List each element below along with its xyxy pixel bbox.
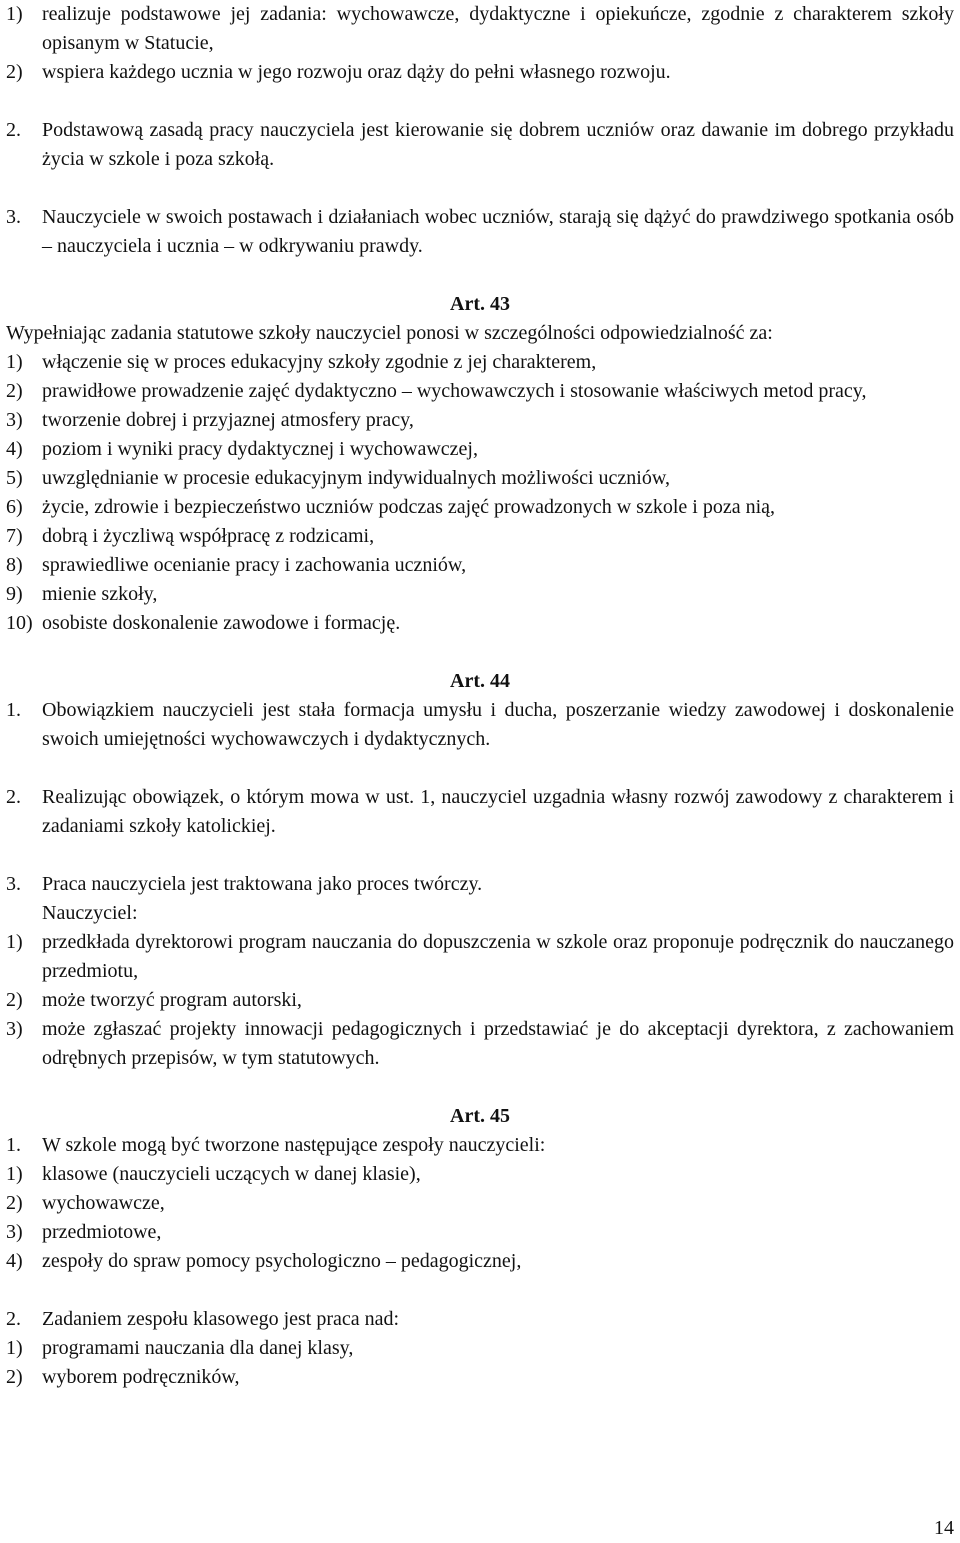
item-text: życie, zdrowie i bezpieczeństwo uczniów podczas zajęć prowadzonych w szkole i poza nią, <box>42 496 776 518</box>
paragraph <box>6 870 954 899</box>
item-number: 1) <box>6 931 23 953</box>
article-43-intro: Wypełniając zadania statutowe szkoły nauczyciel ponosi w szczególności odpowiedzialność za: <box>6 322 773 344</box>
item-number: 2) <box>6 989 23 1011</box>
paragraph-number: 2. <box>6 1308 21 1330</box>
item-text: wychowawcze, <box>42 1192 165 1214</box>
list-item <box>6 1363 954 1392</box>
article-heading-45: Art. 45 <box>450 1105 510 1127</box>
article-heading-43: Art. 43 <box>450 293 510 315</box>
list-item <box>6 522 954 551</box>
item-number: 1) <box>6 351 23 373</box>
item-number: 6) <box>6 496 23 518</box>
item-number: 1) <box>6 3 23 25</box>
list-item <box>6 464 954 493</box>
list-item <box>6 1160 954 1189</box>
indent-spacer <box>6 899 42 928</box>
paragraph-text: Zadaniem zespołu klasowego jest praca nad: <box>42 1308 400 1330</box>
item-number: 1) <box>6 1337 23 1359</box>
article-45-p2-list <box>6 1334 954 1392</box>
item-number: 3) <box>6 409 23 431</box>
item-number: 2) <box>6 380 23 402</box>
list-item <box>6 1015 954 1073</box>
item-number: 5) <box>6 467 23 489</box>
list-item <box>6 377 954 406</box>
item-text: prawidłowe prowadzenie zajęć dydaktyczno – wychowawczych i stosowanie właściwych metod pracy, <box>42 380 867 402</box>
item-text: może tworzyć program autorski, <box>42 989 302 1011</box>
item-number: 2) <box>6 1192 23 1214</box>
list-item <box>6 493 954 522</box>
paragraph-number: 1. <box>6 699 21 721</box>
item-text: przedkłada dyrektorowi program nauczania do dopuszczenia w szkole oraz proponuje podręcznik do nauczanego przedmiotu, <box>42 931 954 982</box>
item-number: 9) <box>6 583 23 605</box>
item-text: tworzenie dobrej i przyjaznej atmosfery pracy, <box>42 409 414 431</box>
item-number: 3) <box>6 1018 23 1040</box>
paragraph-text: W szkole mogą być tworzone następujące zespoły nauczycieli: <box>42 1134 546 1156</box>
paragraph-number: 3. <box>6 206 21 228</box>
list-item <box>6 1247 954 1276</box>
list-item <box>6 1189 954 1218</box>
item-number: 2) <box>6 61 23 83</box>
list-item <box>6 406 954 435</box>
paragraph-text: Realizując obowiązek, o którym mowa w ust. 1, nauczyciel uzgadnia własny rozwój zawodowy z charakterem i zadaniami szkoły katolickiej. <box>42 786 954 837</box>
list-item <box>6 986 954 1015</box>
item-text: osobiste doskonalenie zawodowe i formację. <box>42 612 401 634</box>
paragraph-text: Obowiązkiem nauczycieli jest stała formacja umysłu i ducha, poszerzanie wiedzy zawodowej i doskonalenie swoich umiejętności wychowawczych i dydaktycznych. <box>42 699 954 750</box>
item-text: wyborem podręczników, <box>42 1366 240 1388</box>
list-item <box>6 0 954 58</box>
paragraph-intro-row <box>6 899 954 928</box>
list-item <box>6 1218 954 1247</box>
item-number: 4) <box>6 438 23 460</box>
list-item <box>6 551 954 580</box>
paragraph-number: 2. <box>6 786 21 808</box>
list-item <box>6 580 954 609</box>
list-item <box>6 609 954 638</box>
paragraph-text: Praca nauczyciela jest traktowana jako proces twórczy. <box>42 873 483 895</box>
item-number: 2) <box>6 1366 23 1388</box>
item-text: programami nauczania dla danej klasy, <box>42 1337 354 1359</box>
item-text: przedmiotowe, <box>42 1221 162 1243</box>
paragraph-number: 2. <box>6 119 21 141</box>
item-number: 7) <box>6 525 23 547</box>
item-text: może zgłaszać projekty innowacji pedagogicznych i przedstawiać je do akceptacji dyrektora, z zachowaniem odrębnych przepisów, w tym statutowych. <box>42 1018 954 1069</box>
document-page <box>6 0 954 1392</box>
paragraph-text: Podstawową zasadą pracy nauczyciela jest kierowanie się dobrem uczniów oraz dawanie im dobrego przykładu życia w szkole i poza szkołą. <box>42 119 954 170</box>
item-text: wspiera każdego ucznia w jego rozwoju oraz dąży do pełni własnego rozwoju. <box>42 61 671 83</box>
item-text: poziom i wyniki pracy dydaktycznej i wychowawczej, <box>42 438 478 460</box>
item-text: realizuje podstawowe jej zadania: wychowawcze, dydaktyczne i opiekuńcze, zgodnie z charakterem szkoły opisanym w Statucie, <box>42 3 954 54</box>
list-item <box>6 348 954 377</box>
paragraph <box>6 1131 954 1160</box>
paragraph-2 <box>6 116 954 174</box>
article-43-list <box>6 348 954 638</box>
list-item <box>6 435 954 464</box>
paragraph-number: 1. <box>6 1134 21 1156</box>
list-item <box>6 1334 954 1363</box>
item-number: 1) <box>6 1163 23 1185</box>
item-number: 3) <box>6 1221 23 1243</box>
list-item <box>6 928 954 986</box>
paragraph <box>6 1305 954 1334</box>
item-number: 8) <box>6 554 23 576</box>
paragraph <box>6 783 954 841</box>
item-text: dobrą i życzliwą współpracę z rodzicami, <box>42 525 375 547</box>
list-item <box>6 58 954 87</box>
item-number: 4) <box>6 1250 23 1272</box>
paragraph-text: Nauczyciele w swoich postawach i działaniach wobec uczniów, starają się dążyć do prawdziwego spotkania osób – nauczyciela i ucznia – w odkrywaniu prawdy. <box>42 206 954 257</box>
paragraph-3 <box>6 203 954 261</box>
paragraph <box>6 696 954 754</box>
item-text: klasowe (nauczycieli uczących w danej klasie), <box>42 1163 421 1185</box>
page-number: 14 <box>934 1517 954 1539</box>
paragraph-number: 3. <box>6 873 21 895</box>
article-44-list <box>6 928 954 1073</box>
item-text: zespoły do spraw pomocy psychologiczno – pedagogicznej, <box>42 1250 522 1272</box>
item-text: sprawiedliwe ocenianie pracy i zachowania uczniów, <box>42 554 467 576</box>
article-heading-44: Art. 44 <box>450 670 510 692</box>
item-text: mienie szkoły, <box>42 583 158 605</box>
item-text: włączenie się w proces edukacyjny szkoły zgodnie z jej charakterem, <box>42 351 597 373</box>
article-45-p1-list <box>6 1160 954 1276</box>
item-number: 10) <box>6 612 33 634</box>
paragraph-intro: Nauczyciel: <box>42 902 138 924</box>
item-text: uwzględnianie w procesie edukacyjnym indywidualnych możliwości uczniów, <box>42 467 670 489</box>
